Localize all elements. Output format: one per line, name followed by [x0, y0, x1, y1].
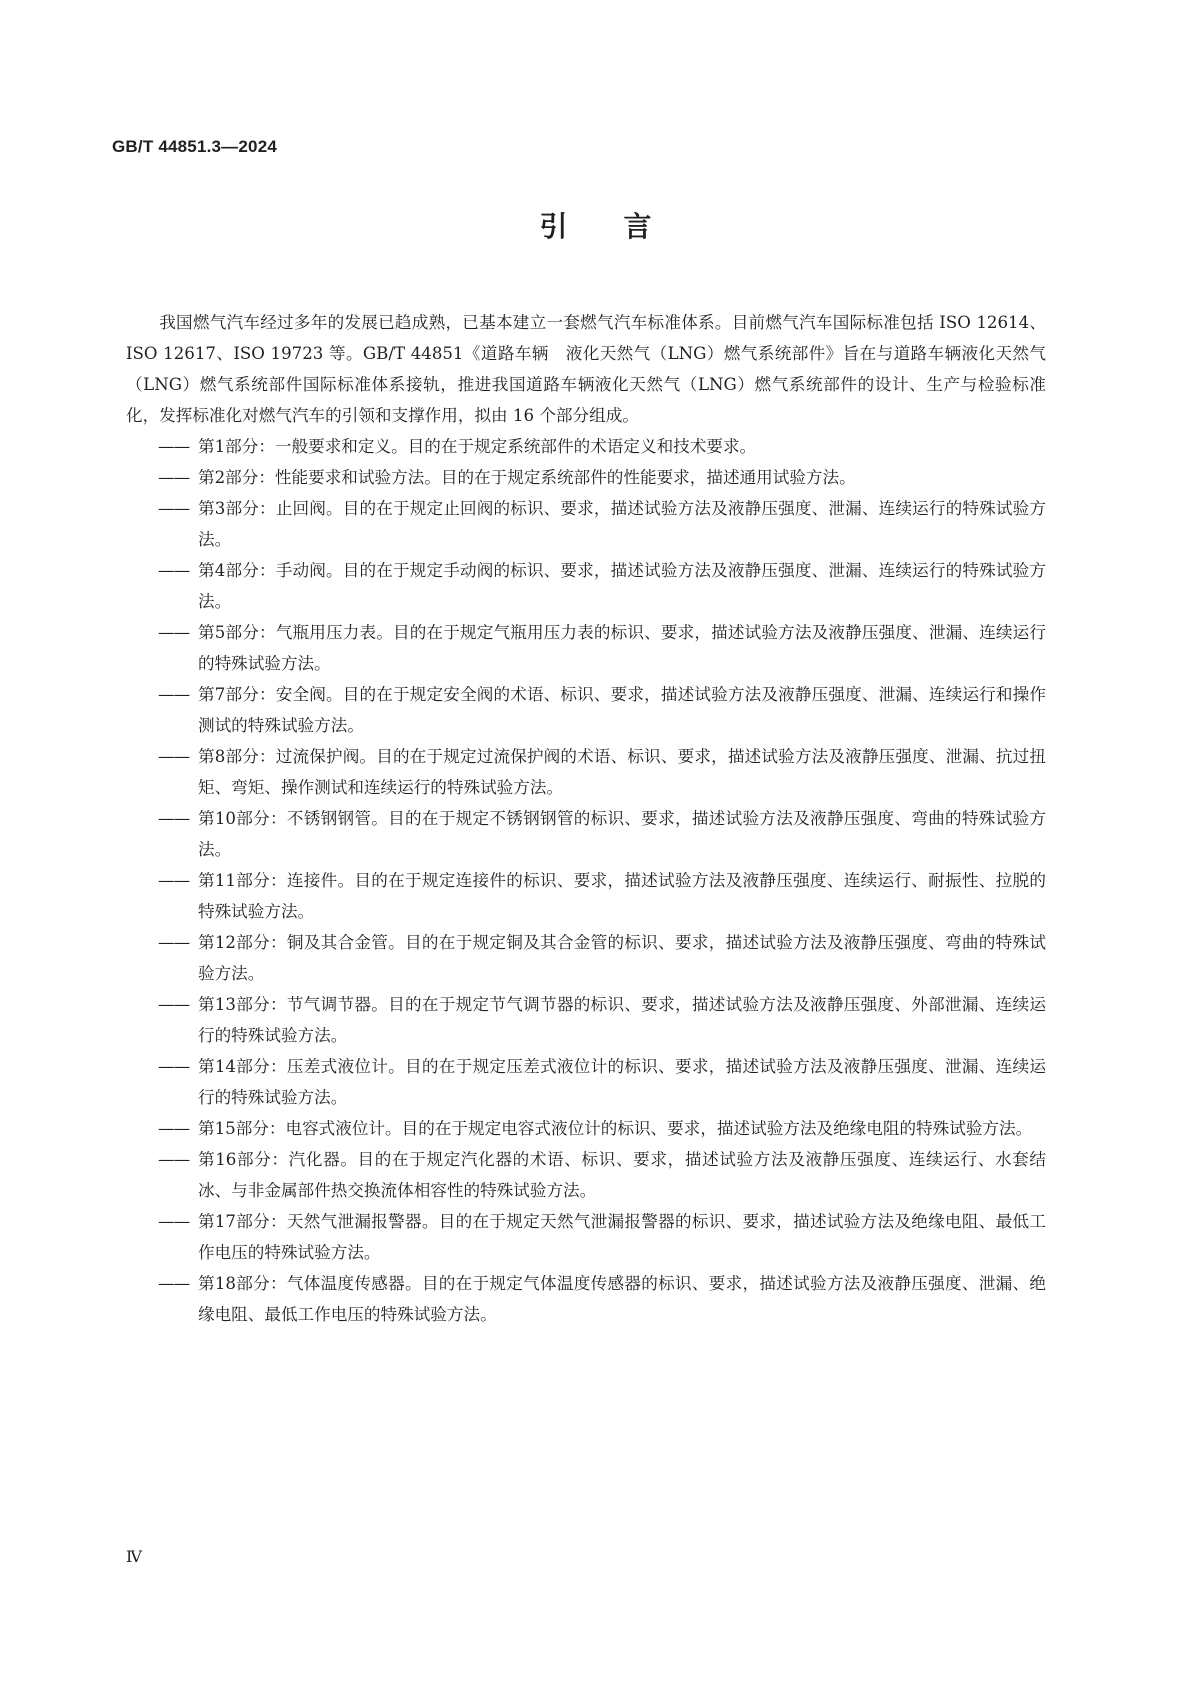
part-item [126, 462, 1046, 493]
dash-marker: —— [158, 809, 190, 828]
part-text: 第16部分：汽化器。目的在于规定汽化器的术语、标识、要求，描述试验方法及液静压强度、连续运行、水套结冰、与非金属部件热交换流体相容性的特殊试验方法。 [198, 1150, 1046, 1200]
page-title: 引言 [539, 210, 708, 243]
part-item [126, 431, 1046, 462]
part-text: 第11部分：连接件。目的在于规定连接件的标识、要求，描述试验方法及液静压强度、连续运行、耐振性、拉脱的特殊试验方法。 [198, 871, 1046, 921]
dash-marker: —— [158, 1057, 190, 1076]
part-text: 第1部分：一般要求和定义。目的在于规定系统部件的术语定义和技术要求。 [198, 437, 757, 456]
part-item [126, 1206, 1046, 1268]
part-item [126, 1268, 1046, 1330]
part-item [126, 865, 1046, 927]
part-text: 第3部分：止回阀。目的在于规定止回阀的标识、要求，描述试验方法及液静压强度、泄漏、连续运行的特殊试验方法。 [198, 499, 1046, 549]
dash-marker: —— [158, 871, 190, 890]
part-text: 第7部分：安全阀。目的在于规定安全阀的术语、标识、要求，描述试验方法及液静压强度、泄漏、连续运行和操作测试的特殊试验方法。 [198, 685, 1046, 735]
dash-marker: —— [158, 1212, 190, 1231]
part-item [126, 493, 1046, 555]
dash-marker: —— [158, 623, 190, 642]
parts-list [126, 431, 1046, 1330]
dash-marker: —— [158, 995, 190, 1014]
page-number: Ⅳ [126, 1547, 142, 1566]
dash-marker: —— [158, 437, 190, 456]
part-text: 第15部分：电容式液位计。目的在于规定电容式液位计的标识、要求，描述试验方法及绝缘电阻的特殊试验方法。 [198, 1119, 1033, 1138]
part-item [126, 927, 1046, 989]
part-text: 第4部分：手动阀。目的在于规定手动阀的标识、要求，描述试验方法及液静压强度、泄漏、连续运行的特殊试验方法。 [198, 561, 1046, 611]
dash-marker: —— [158, 1119, 190, 1138]
part-text: 第18部分：气体温度传感器。目的在于规定气体温度传感器的标识、要求，描述试验方法及液静压强度、泄漏、绝缘电阻、最低工作电压的特殊试验方法。 [198, 1274, 1046, 1324]
part-item [126, 1113, 1046, 1144]
intro-paragraph: 我国燃气汽车经过多年的发展已趋成熟，已基本建立一套燃气汽车标准体系。目前燃气汽车国际标准包括 ISO 12614、ISO 12617、ISO 19723 等。GB/T 44851《道路车辆 液化天然气（LNG）燃气系统部件》旨在与道路车辆液化天然气（LNG）燃气系统部件国际标准体系接轨，推进我国道路车辆液化天然气（LNG）燃气系统部件的设计、生产与检验标准化，发挥标准化对燃气汽车的引领和支撑作用，拟由 16 个部分组成。 [126, 313, 1046, 425]
dash-marker: —— [158, 747, 190, 766]
part-text: 第17部分：天然气泄漏报警器。目的在于规定天然气泄漏报警器的标识、要求，描述试验方法及绝缘电阻、最低工作电压的特殊试验方法。 [198, 1212, 1046, 1262]
dash-marker: —— [158, 933, 190, 952]
standard-number: GB/T 44851.3—2024 [112, 137, 277, 156]
part-text: 第8部分：过流保护阀。目的在于规定过流保护阀的术语、标识、要求，描述试验方法及液静压强度、泄漏、抗过扭矩、弯矩、操作测试和连续运行的特殊试验方法。 [198, 747, 1046, 797]
part-item [126, 679, 1046, 741]
dash-marker: —— [158, 561, 190, 580]
part-text: 第14部分：压差式液位计。目的在于规定压差式液位计的标识、要求，描述试验方法及液静压强度、泄漏、连续运行的特殊试验方法。 [198, 1057, 1046, 1107]
part-text: 第12部分：铜及其合金管。目的在于规定铜及其合金管的标识、要求，描述试验方法及液静压强度、弯曲的特殊试验方法。 [198, 933, 1046, 983]
part-item [126, 1144, 1046, 1206]
document-body [126, 307, 1046, 1330]
part-item [126, 1051, 1046, 1113]
part-text: 第5部分：气瓶用压力表。目的在于规定气瓶用压力表的标识、要求，描述试验方法及液静压强度、泄漏、连续运行的特殊试验方法。 [198, 623, 1046, 673]
dash-marker: —— [158, 499, 190, 518]
part-item [126, 803, 1046, 865]
dash-marker: —— [158, 1274, 190, 1293]
dash-marker: —— [158, 1150, 190, 1169]
dash-marker: —— [158, 468, 190, 487]
dash-marker: —— [158, 685, 190, 704]
part-text: 第2部分：性能要求和试验方法。目的在于规定系统部件的性能要求，描述通用试验方法。 [198, 468, 856, 487]
part-item [126, 555, 1046, 617]
part-item [126, 741, 1046, 803]
part-text: 第13部分：节气调节器。目的在于规定节气调节器的标识、要求，描述试验方法及液静压强度、外部泄漏、连续运行的特殊试验方法。 [198, 995, 1046, 1045]
part-item [126, 617, 1046, 679]
part-item [126, 989, 1046, 1051]
part-text: 第10部分：不锈钢钢管。目的在于规定不锈钢钢管的标识、要求，描述试验方法及液静压强度、弯曲的特殊试验方法。 [198, 809, 1046, 859]
